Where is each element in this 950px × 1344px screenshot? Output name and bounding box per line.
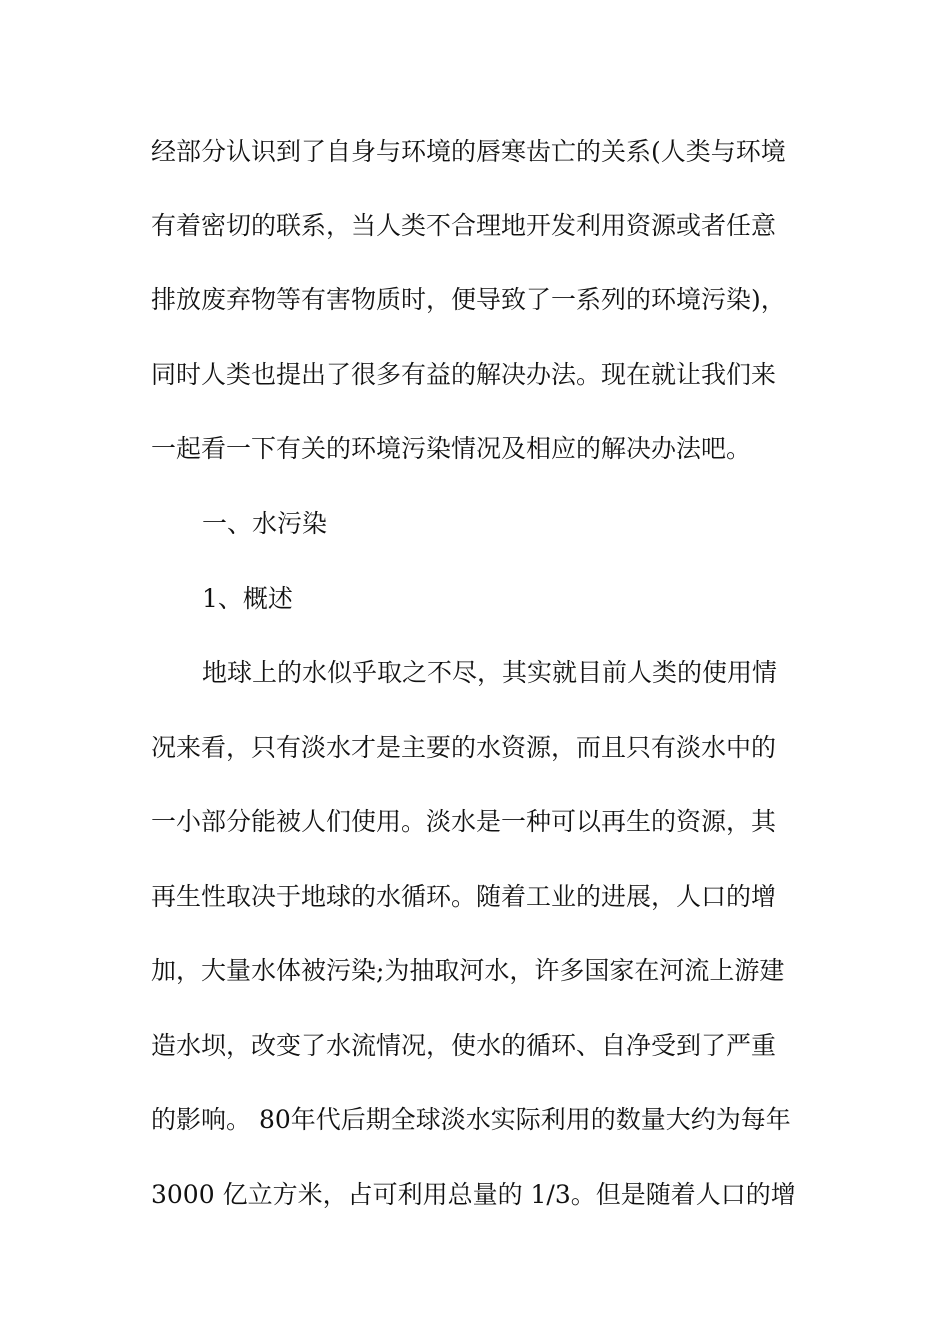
paragraph-first-line: 地球上的水似乎取之不尽，其实就目前人类的使用情 xyxy=(202,658,778,687)
text-line: 一小部分能被人们使用。淡水是一种可以再生的资源，其 xyxy=(151,807,777,836)
text-line: 排放废弃物等有害物质时，便导致了一系列的环境污染)， xyxy=(151,285,786,314)
subsection-heading: 1、概述 xyxy=(202,584,293,613)
text-line: 一起看一下有关的环境污染情况及相应的解决办法吧。 xyxy=(151,434,752,463)
text-line: 加，大量水体被污染;为抽取河水，许多国家在河流上游建 xyxy=(151,956,785,985)
text-line: 经部分认识到了自身与环境的唇寒齿亡的关系(人类与环境 xyxy=(151,137,786,166)
text-line: 再生性取决于地球的水循环。随着工业的进展，人口的增 xyxy=(151,882,777,911)
text-line: 同时人类也提出了很多有益的解决办法。现在就让我们来 xyxy=(151,360,777,389)
text-line: 的影响。 80年代后期全球淡水实际利用的数量大约为每年 xyxy=(151,1105,791,1134)
section-heading: 一、水污染 xyxy=(202,509,328,538)
text-line: 有着密切的联系，当人类不合理地开发利用资源或者任意 xyxy=(151,211,777,240)
text-line: 造水坝，改变了水流情况，使水的循环、自净受到了严重 xyxy=(151,1031,777,1060)
text-line: 况来看，只有淡水才是主要的水资源，而且只有淡水中的 xyxy=(151,733,777,762)
text-line: 3000 亿立方米，占可利用总量的 1/3。但是随着人口的增 xyxy=(151,1180,796,1209)
